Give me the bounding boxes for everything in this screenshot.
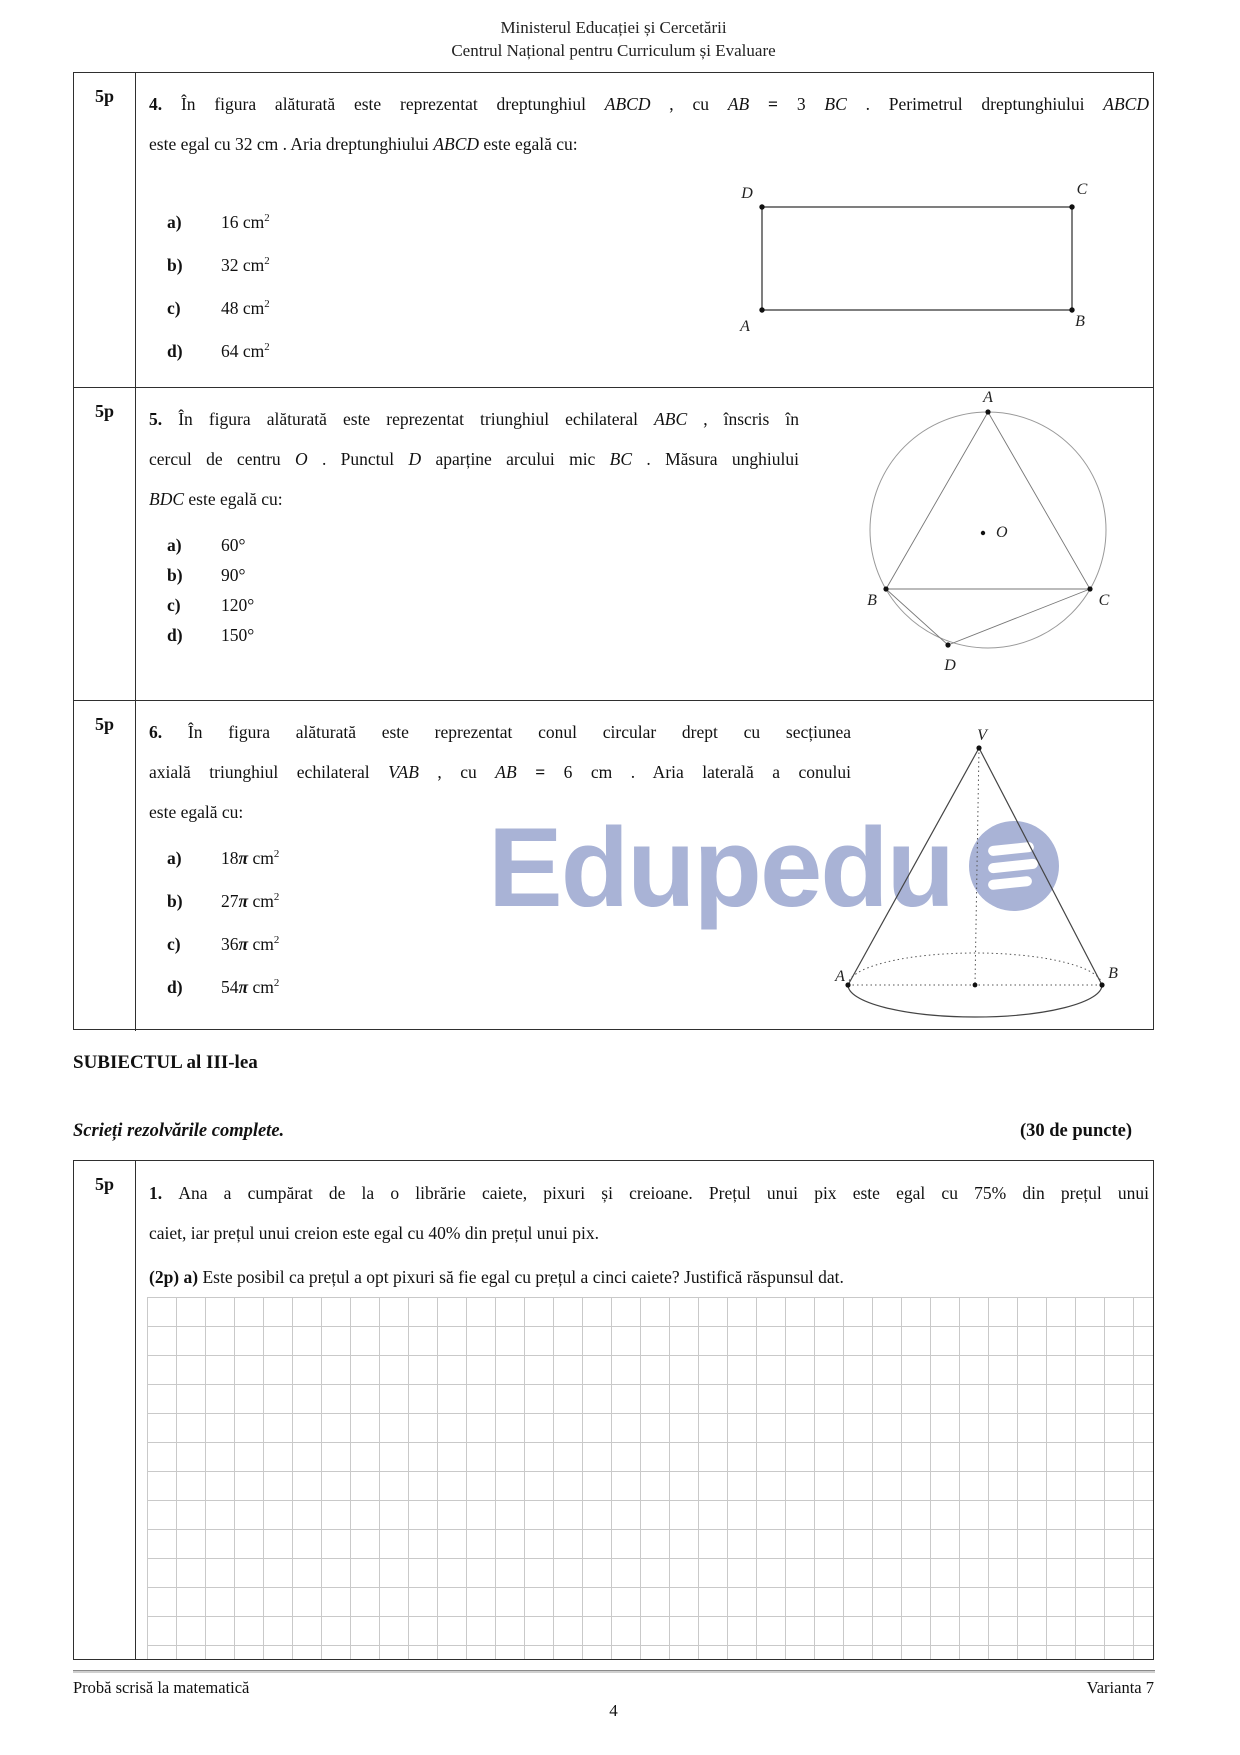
option-value: 60° xyxy=(221,535,246,555)
option-value: 36π $cm^2$ xyxy=(221,933,280,954)
option-row xyxy=(167,326,270,369)
option-value: 54π $cm^2$ xyxy=(221,976,280,997)
option-letter: b) xyxy=(167,254,183,275)
watermark-text: Edupedu xyxy=(488,805,954,930)
option-value: 64 $cm^2$ xyxy=(221,340,270,361)
option-row xyxy=(167,833,279,876)
option-letter: d) xyxy=(167,625,183,645)
option-letter: a) xyxy=(167,847,182,868)
section-instruction-row xyxy=(73,1116,1154,1146)
page-header xyxy=(73,16,1154,62)
figure-label-D: D xyxy=(741,185,753,202)
problem1-box xyxy=(73,1160,1154,1660)
option-row xyxy=(167,240,270,283)
option-value: 48 $cm^2$ xyxy=(221,297,270,318)
option-letter: c) xyxy=(167,297,181,318)
option-value: 150° xyxy=(221,625,255,645)
figure-label-D: D xyxy=(944,657,956,674)
points-cell-q6: 5p xyxy=(74,701,136,1031)
question-text-line: cercul de centru O . Punctul D aparține arcului mic BC . Măsura unghiului xyxy=(149,449,799,469)
option-letter: a) xyxy=(167,211,182,232)
header-line-1: Ministerul Educației și Cercetării xyxy=(500,18,727,37)
page-number: 4 xyxy=(609,1701,618,1720)
instruction-text: Scrieți rezolvările complete. xyxy=(73,1121,285,1141)
option-value: 18π $cm^2$ xyxy=(221,847,280,868)
option-letter: b) xyxy=(167,890,183,911)
cone-figure xyxy=(830,728,1130,1028)
option-row xyxy=(167,919,279,962)
question-text-line: 6. În figura alăturată este reprezentat conul circular drept cu secțiunea xyxy=(149,722,851,742)
figure-label-C: C xyxy=(1098,592,1110,609)
option-letter: d) xyxy=(167,976,183,997)
figure-label-C: C xyxy=(1076,181,1088,198)
figure-label-A: A xyxy=(983,389,993,406)
option-value: 90° xyxy=(221,565,246,585)
points-cell-q4: 5p xyxy=(74,73,136,387)
circle-figure xyxy=(855,383,1125,688)
option-letter: c) xyxy=(167,933,181,954)
figure-label-O: O xyxy=(996,524,1008,541)
footer-subject: Probă scrisă la matematică xyxy=(73,1678,250,1697)
option-row xyxy=(167,876,279,919)
option-row xyxy=(167,560,254,590)
question-text-line: 4. În figura alăturată este reprezentat dreptunghiul ABCD , cu AB = 3 BC . Perimetrul dreptunghiului ABCD xyxy=(149,94,1149,114)
section-title: SUBIECTUL al III-lea xyxy=(73,1052,258,1073)
option-value: 27π $cm^2$ xyxy=(221,890,280,911)
footer-variant: Varianta 7 xyxy=(1086,1678,1154,1697)
answer-grid xyxy=(147,1297,1153,1659)
option-letter: b) xyxy=(167,565,183,585)
figure-label-A: A xyxy=(740,318,750,335)
question-text-line: axială triunghiul echilateral VAB , cu AB = 6 cm . Aria laterală a conului xyxy=(149,762,851,782)
points-cell-q5: 5p xyxy=(74,388,136,700)
points-note: (30 de puncte) xyxy=(1019,1121,1132,1141)
question-text-line: BDC este egală cu: xyxy=(149,489,283,509)
figure-label-B: B xyxy=(1108,965,1118,982)
option-row xyxy=(167,620,254,650)
option-row xyxy=(167,283,270,326)
rectangle-figure xyxy=(730,165,1100,340)
question-text-line: este egală cu: xyxy=(149,802,244,822)
problem1-text-line: caiet, iar prețul unui creion este egal cu 40% din prețul unui pix. xyxy=(149,1223,599,1243)
option-value: 16 $cm^2$ xyxy=(221,211,270,232)
option-letter: c) xyxy=(167,595,181,615)
option-value: 32 $cm^2$ xyxy=(221,254,270,275)
option-row xyxy=(167,197,270,240)
options-list-q5 xyxy=(167,530,254,650)
figure-label-B: B xyxy=(1075,313,1085,330)
figure-label-V: V xyxy=(977,728,987,744)
figure-label-A: A xyxy=(835,968,845,985)
option-row xyxy=(167,962,279,1005)
figure-label-B: B xyxy=(867,592,877,609)
option-row xyxy=(167,590,254,620)
question-text-line: 5. În figura alăturată este reprezentat triunghiul echilateral ABC , înscris în xyxy=(149,409,799,429)
options-list-q4 xyxy=(167,197,270,369)
question-text-line: este egal cu 32 cm . Aria dreptunghiului ABCD este egală cu: xyxy=(149,134,578,154)
options-list-q6 xyxy=(167,833,279,1005)
option-letter: d) xyxy=(167,340,183,361)
points-cell-p1: 5p xyxy=(74,1161,136,1659)
problem1-subquestion: (2p) a) Este posibil ca prețul a opt pixuri să fie egal cu prețul a cinci caiete? Justifică răspunsul dat. xyxy=(149,1267,844,1287)
option-value: 120° xyxy=(221,595,255,615)
footer-rule xyxy=(73,1670,1155,1673)
option-row xyxy=(167,530,254,560)
problem1-text-line: 1. Ana a cumpărat de la o librărie caiete, pixuri și creioane. Prețul unui pix este egal cu 75% din prețul unui xyxy=(149,1183,1150,1203)
option-letter: a) xyxy=(167,535,182,555)
header-line-2: Centrul Național pentru Curriculum și Evaluare xyxy=(451,41,776,60)
